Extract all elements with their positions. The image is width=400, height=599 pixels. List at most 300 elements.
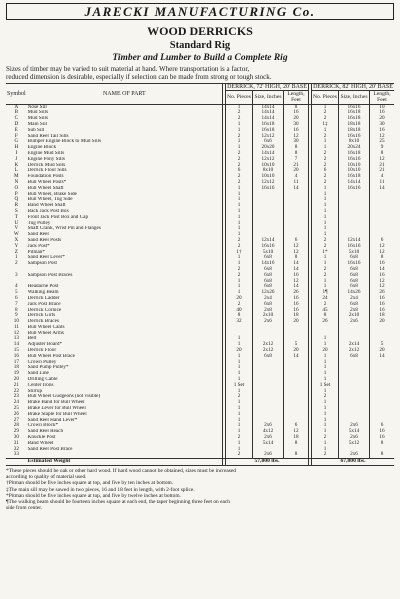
row-pieces-72: 1 bbox=[226, 145, 253, 151]
row-symbol: 17 bbox=[13, 358, 19, 365]
row-pieces-82: 1 bbox=[312, 255, 339, 261]
row-length-82: 12 bbox=[370, 244, 395, 250]
row-length-82: 25 bbox=[370, 139, 395, 145]
row-pieces-82: 1 bbox=[312, 197, 339, 203]
row-symbol: X bbox=[14, 236, 19, 243]
row-pieces-72: 2 bbox=[226, 244, 253, 250]
row-length-82: 12 bbox=[370, 284, 395, 290]
row-length-82: 20 bbox=[370, 116, 395, 122]
row-symbol: Y bbox=[14, 242, 19, 249]
row-part-name: Sampson Post Braces bbox=[27, 272, 73, 278]
row-symbol: 21 bbox=[13, 381, 19, 388]
row-size-72: 14x16 bbox=[253, 261, 284, 267]
row-pieces-72: 2 bbox=[226, 157, 253, 163]
row-pieces-72: 2 bbox=[226, 238, 253, 244]
row-size-72: 6x8 bbox=[253, 284, 284, 290]
row-pieces-72: 40 bbox=[226, 308, 253, 314]
row-pieces-72: 2 bbox=[226, 134, 253, 140]
row-size-72: 2x6 bbox=[253, 423, 284, 429]
row-pieces-82: 1 bbox=[312, 192, 339, 198]
row-length-82: 16 bbox=[370, 435, 395, 441]
company-banner: JARECKI MANUFACTURING Co. bbox=[6, 3, 394, 20]
row-pieces-72: 2 bbox=[226, 302, 253, 308]
row-size-82: 12x14 bbox=[339, 238, 370, 244]
row-length-72: 14 bbox=[284, 354, 309, 360]
row-size-82: 18x18 bbox=[339, 122, 370, 128]
row-pieces-72: 1 bbox=[226, 122, 253, 128]
row-symbol: B bbox=[14, 109, 19, 116]
row-pieces-72: 1 bbox=[226, 360, 253, 366]
table-group-header bbox=[6, 84, 394, 91]
row-pieces-82: 2 bbox=[312, 267, 339, 273]
row-symbol: U bbox=[14, 219, 19, 226]
row-pieces-82: 2 bbox=[312, 452, 339, 458]
row-size-72: 2x8 bbox=[253, 308, 284, 314]
row-symbol: 1 bbox=[15, 254, 18, 261]
row-symbol: 33 bbox=[6, 452, 27, 458]
footnote-line: †Pitman should be five inches square at top, and five by ten inches at bottom. bbox=[6, 480, 174, 487]
row-length-82: 20 bbox=[370, 319, 395, 325]
row-symbol: 20 bbox=[13, 376, 19, 383]
row-length-82: 26 bbox=[370, 290, 395, 296]
row-pieces-72: 1 bbox=[226, 336, 253, 342]
row-pieces-82: 1 bbox=[312, 186, 339, 192]
row-length-72: 16 bbox=[284, 296, 309, 302]
row-part-name: Derrick Cornice bbox=[27, 307, 62, 313]
row-pieces-72: 2 bbox=[226, 174, 253, 180]
row-part-name: Derrick Floor bbox=[27, 348, 57, 354]
row-pieces-82: 1 bbox=[312, 104, 339, 110]
row-size-82: 10x10 bbox=[339, 168, 370, 174]
row-pieces-72: 1 bbox=[226, 429, 253, 435]
row-pieces-82: 1 bbox=[312, 209, 339, 215]
row-size-72: 5x10 bbox=[253, 250, 284, 256]
row-size-72: 14x14 bbox=[253, 104, 284, 110]
row-length-72: 8 bbox=[284, 452, 309, 458]
row-part-name: Bull Wheel Cants bbox=[27, 324, 65, 330]
row-part-name: Sand Reel Post Brace bbox=[27, 446, 73, 452]
footnote-line: ‡The main sill may be sawed in two pieces, 16 and 18 feet in length, with 2-foot splice. bbox=[6, 486, 195, 493]
row-length-82: 12 bbox=[370, 134, 395, 140]
row-size-72: 6x8 bbox=[253, 267, 284, 273]
row-pieces-82: 2 bbox=[312, 163, 339, 169]
row-length-72: 7 bbox=[284, 157, 309, 163]
row-size-72: 14x14 bbox=[253, 110, 284, 116]
row-pieces-72: 1 bbox=[226, 412, 253, 418]
row-part-name: Brake Lever for Bull Wheel bbox=[27, 406, 86, 412]
row-part-name: Sub Sill bbox=[27, 127, 45, 133]
symbol-header: Symbol bbox=[6, 84, 27, 105]
row-pieces-72: 1 bbox=[226, 371, 253, 377]
row-symbol: 15 bbox=[13, 347, 19, 354]
row-symbol: Q bbox=[14, 196, 19, 203]
row-pieces-82: 1¶ bbox=[312, 290, 339, 296]
row-symbol: T bbox=[14, 213, 18, 220]
row-part-name: Jack Post Brace bbox=[27, 301, 61, 307]
row-pieces-72: 1 bbox=[226, 221, 253, 227]
row-length-82: 16 bbox=[370, 273, 395, 279]
pieces-header: No. Pieces bbox=[226, 91, 253, 104]
footnote-line: side from center. bbox=[6, 505, 43, 512]
footnote-line: according to quality of material used. bbox=[6, 474, 87, 481]
row-length-72: 4 bbox=[284, 174, 309, 180]
row-length-82: 14 bbox=[370, 186, 395, 192]
row-pieces-82: 2 bbox=[312, 394, 339, 400]
row-length-82: 8 bbox=[370, 255, 395, 261]
row-symbol: 29 bbox=[13, 428, 19, 435]
row-symbol: P bbox=[14, 190, 18, 197]
row-pieces-82: 1 bbox=[312, 139, 339, 145]
row-length-72: 12 bbox=[284, 134, 309, 140]
row-part-name: Sand Reel Hand Lever* bbox=[27, 417, 78, 423]
row-length-72: 16 bbox=[284, 308, 309, 314]
intro-line: Sizes of timber may be varied to suit material at hand. Where transportation is a factor, bbox=[6, 65, 250, 73]
row-part-name: Derrick Braces bbox=[27, 319, 59, 325]
row-pieces-82: 1 bbox=[312, 412, 339, 418]
row-pieces-72: 1 bbox=[226, 279, 253, 285]
row-length-82: 8 bbox=[370, 441, 395, 447]
row-pieces-72: 8 bbox=[226, 313, 253, 319]
page-subtitle: Standard Rig bbox=[169, 40, 231, 51]
row-part-name: Engine Mud Sills bbox=[27, 150, 64, 156]
row-size-72: 12x14 bbox=[253, 238, 284, 244]
length-header: Length, Feet bbox=[284, 91, 309, 104]
row-length-72: 14 bbox=[284, 284, 309, 290]
row-part-name: Nose Sill bbox=[27, 104, 47, 110]
row-symbol: 23 bbox=[13, 393, 19, 400]
row-part-name: Foundation Posts bbox=[27, 174, 64, 180]
row-size-82: 2x4 bbox=[339, 296, 370, 302]
weight-72: 57,000 lbs. bbox=[226, 459, 309, 466]
row-length-82: 16 bbox=[370, 302, 395, 308]
row-length-72: 30 bbox=[284, 139, 309, 145]
row-part-name: Crown Pulley bbox=[27, 359, 57, 365]
row-length-82: 16 bbox=[370, 261, 395, 267]
row-pieces-82: 1 bbox=[312, 284, 339, 290]
row-size-82: 18x18 bbox=[339, 128, 370, 134]
row-size-82: 6x8 bbox=[339, 354, 370, 360]
row-pieces-72: 1 bbox=[226, 423, 253, 429]
row-part-name: Walking Beam bbox=[27, 290, 59, 296]
row-pieces-82: 1 bbox=[312, 429, 339, 435]
row-pieces-82: 2 bbox=[312, 157, 339, 163]
row-pieces-82: 2 bbox=[312, 180, 339, 186]
row-pieces-82: 1 bbox=[312, 423, 339, 429]
row-part-name: Front Jack Post Box and Cap bbox=[27, 214, 89, 220]
row-length-72: 8 bbox=[284, 255, 309, 261]
row-size-72: 2x10 bbox=[253, 313, 284, 319]
row-symbol: E bbox=[14, 126, 18, 133]
row-length-82: 16 bbox=[370, 296, 395, 302]
row-pieces-82: 6 bbox=[312, 168, 339, 174]
row-size-72: 6x8 bbox=[253, 255, 284, 261]
row-pieces-72: 1 bbox=[226, 447, 253, 453]
row-pieces-72: 1 bbox=[226, 197, 253, 203]
row-symbol: 18 bbox=[13, 364, 19, 371]
row-part-name: Sand Reel Posts bbox=[27, 237, 62, 243]
derrick-72-header: DERRICK, 72' HIGH, 20' BASE bbox=[227, 84, 307, 90]
row-size-72: 14x14 bbox=[253, 151, 284, 157]
row-pieces-82: 1 bbox=[312, 336, 339, 342]
row-part-name: Bull Wheel, Tug Side bbox=[27, 197, 73, 203]
row-size-72: 5x14 bbox=[253, 441, 284, 447]
row-length-82: 18 bbox=[370, 313, 395, 319]
row-symbol: S bbox=[14, 207, 18, 214]
row-size-72: 8x10 bbox=[253, 168, 284, 174]
row-size-82: 6x8 bbox=[339, 267, 370, 273]
row-size-72: 2x12 bbox=[253, 348, 284, 354]
row-symbol: R bbox=[14, 202, 19, 209]
row-size-72: 2x6 bbox=[253, 435, 284, 441]
row-pieces-72: 1 bbox=[226, 389, 253, 395]
row-length-72: 18 bbox=[284, 435, 309, 441]
row-pieces-72: 1 bbox=[226, 342, 253, 348]
row-size-82: 6x8 bbox=[339, 302, 370, 308]
row-part-name: Mud Sills bbox=[27, 116, 48, 122]
row-size-82: 2x6 bbox=[339, 423, 370, 429]
row-pieces-82: 20 bbox=[312, 348, 339, 354]
row-length-72: 12 bbox=[284, 429, 309, 435]
row-length-82: 4 bbox=[370, 174, 395, 180]
row-pieces-72: 1 bbox=[226, 441, 253, 447]
row-symbol: 11 bbox=[13, 323, 19, 330]
row-part-name: Sand Reel Tail Sills bbox=[27, 133, 69, 139]
table-body bbox=[6, 104, 394, 459]
row-part-name: Main Sill bbox=[27, 122, 48, 127]
row-length-72: 16 bbox=[284, 128, 309, 134]
row-symbol: 5 bbox=[15, 289, 18, 296]
row-length-82: 8 bbox=[370, 151, 395, 157]
row-size-72: 16x18 bbox=[253, 122, 284, 128]
size-header: Size, Inches bbox=[339, 91, 370, 104]
row-symbol: D bbox=[14, 121, 19, 127]
row-length-72: 16 bbox=[284, 110, 309, 116]
row-size-72: 20x20 bbox=[253, 145, 284, 151]
row-size-72: 2x4 bbox=[253, 296, 284, 302]
row-symbol: G bbox=[14, 138, 19, 145]
row-length-72: 12 bbox=[284, 244, 309, 250]
row-length-72: 6 bbox=[284, 238, 309, 244]
row-part-name: Bull Wheel, Brake Side bbox=[27, 191, 77, 197]
row-part-name: Engine Pony Sills bbox=[27, 156, 65, 162]
row-symbol: 22 bbox=[13, 387, 19, 394]
row-pieces-82: 1 bbox=[312, 145, 339, 151]
row-size-72: 16x18 bbox=[253, 128, 284, 134]
row-length-82: 8 bbox=[370, 452, 395, 458]
row-pieces-72: 1† bbox=[226, 250, 253, 256]
row-size-82: 2x6 bbox=[339, 452, 370, 458]
row-size-72: 12x12 bbox=[253, 180, 284, 186]
row-part-name: Drilling Cable bbox=[27, 377, 58, 383]
row-length-82: 30 bbox=[370, 122, 395, 128]
row-pieces-72: 1 bbox=[226, 365, 253, 371]
row-symbol: 8 bbox=[15, 306, 18, 313]
row-pieces-82: 2 bbox=[312, 110, 339, 116]
pieces-header: No. Pieces bbox=[312, 91, 339, 104]
row-pieces-72: 1 bbox=[226, 261, 253, 267]
row-symbol: 28 bbox=[13, 422, 19, 429]
row-symbol: 26 bbox=[13, 410, 19, 417]
row-part-name: Derrick Mud Sills bbox=[27, 162, 66, 168]
part-header: NAME OF PART bbox=[27, 84, 223, 105]
row-size-82: 2x6 bbox=[339, 319, 370, 325]
row-symbol: 24 bbox=[13, 399, 19, 406]
row-size-82: 16x16 bbox=[339, 104, 370, 110]
row-pieces-82: 1 bbox=[312, 418, 339, 424]
row-part-name: Crown Block* bbox=[27, 423, 59, 429]
row-symbol: O bbox=[14, 184, 19, 191]
row-part-name: Bull Wheel Gudgeons (not visible) bbox=[27, 394, 101, 400]
row-size-82: 16x18 bbox=[339, 151, 370, 157]
row-length-82: 21 bbox=[370, 163, 395, 169]
row-part-name: Knuckle Post bbox=[27, 435, 56, 441]
row-symbol: 13 bbox=[13, 335, 19, 342]
row-pieces-82: 2 bbox=[312, 244, 339, 250]
row-size-72: 6x8 bbox=[253, 302, 284, 308]
row-pieces-82: 1 bbox=[312, 447, 339, 453]
row-length-72: 20 bbox=[284, 168, 309, 174]
row-length-72: 16 bbox=[284, 302, 309, 308]
row-size-72: 12x12 bbox=[253, 157, 284, 163]
row-pieces-82: 2 bbox=[312, 151, 339, 157]
row-size-82: 5x10 bbox=[339, 250, 370, 256]
row-size-82: 2x12 bbox=[339, 348, 370, 354]
row-symbol: C bbox=[14, 115, 19, 122]
row-pieces-72: 1 bbox=[226, 192, 253, 198]
weight-row bbox=[6, 459, 394, 466]
row-size-72: 2x6 bbox=[253, 452, 284, 458]
footnote-line: ¶The walking beam should be fourteen inches square at each end, the taper beginning three feet on each bbox=[6, 499, 230, 506]
row-part-name: Derrick Floor Sills bbox=[27, 168, 67, 174]
row-symbol: 31 bbox=[13, 439, 19, 446]
row-size-82: 2x10 bbox=[339, 313, 370, 319]
derrick-82-header: DERRICK, 82' HIGH, 20' BASE bbox=[313, 84, 393, 90]
row-symbol: W bbox=[13, 231, 19, 238]
row-part-name: Sand Reel Reach bbox=[27, 429, 64, 435]
intro-paragraph bbox=[6, 65, 394, 81]
row-pieces-82: 1 bbox=[312, 261, 339, 267]
row-length-82: 14 bbox=[370, 354, 395, 360]
row-pieces-82: 2 bbox=[312, 174, 339, 180]
weight-label: Estimated Weight bbox=[27, 459, 223, 466]
document-page bbox=[6, 3, 394, 593]
row-pieces-72: 1 bbox=[226, 284, 253, 290]
row-length-82: 16 bbox=[370, 110, 395, 116]
row-symbol: M bbox=[14, 173, 19, 180]
row-size-82: 6x8 bbox=[339, 255, 370, 261]
row-length-72: 11 bbox=[284, 180, 309, 186]
row-part-name: Bull Wheel Post Brace bbox=[27, 353, 75, 359]
row-pieces-82: 1 bbox=[312, 232, 339, 238]
row-symbol: N bbox=[14, 178, 19, 185]
row-pieces-72: 2 bbox=[226, 180, 253, 186]
row-pieces-82: 1 bbox=[312, 371, 339, 377]
row-pieces-72: 1 bbox=[226, 354, 253, 360]
row-symbol: V bbox=[14, 225, 19, 232]
row-pieces-82: 24 bbox=[312, 296, 339, 302]
row-pieces-72: 2 bbox=[226, 163, 253, 169]
row-part-name: Mud Sills bbox=[27, 110, 48, 116]
row-part-name: Engine Block bbox=[27, 145, 57, 151]
row-part-name: Band Wheel Shaft bbox=[27, 203, 66, 209]
row-part-name: Brake Band for Bull Wheel bbox=[27, 400, 85, 406]
row-length-72: 21 bbox=[284, 163, 309, 169]
row-pieces-72: 6 bbox=[226, 168, 253, 174]
row-pieces-72: 2 bbox=[226, 435, 253, 441]
row-symbol: F bbox=[14, 132, 18, 139]
row-part-name: Jack Post* bbox=[27, 243, 50, 249]
row-size-82: 2x6 bbox=[339, 435, 370, 441]
row-symbol: I bbox=[15, 149, 18, 156]
intro-line: reduced dimension is desirable, especially if selection can be made from strong or tough stock. bbox=[6, 73, 272, 81]
weight-82: 67,000 lbs. bbox=[312, 459, 395, 466]
row-pieces-72: 20 bbox=[226, 348, 253, 354]
footnote-line: *Pitman should be five inches square at top, and five by twelve inches at bottom. bbox=[6, 492, 181, 499]
row-length-82: 14 bbox=[370, 267, 395, 273]
row-length-82: 10 bbox=[370, 104, 395, 110]
row-size-82: 16x16 bbox=[339, 134, 370, 140]
row-pieces-82: 1 bbox=[312, 400, 339, 406]
row-size-82: 16x18 bbox=[339, 174, 370, 180]
row-length-72: 12 bbox=[284, 250, 309, 256]
row-part-name: Sand Pump Pulley* bbox=[27, 365, 69, 371]
row-symbol: J bbox=[15, 155, 18, 162]
row-length-82: 16 bbox=[370, 308, 395, 314]
row-pieces-82: 1 bbox=[312, 342, 339, 348]
row-pieces-82: 1 bbox=[312, 226, 339, 232]
row-symbol: 16 bbox=[13, 352, 19, 359]
row-symbol: K bbox=[14, 161, 19, 168]
row-pieces-72: 1 bbox=[226, 406, 253, 412]
row-length-72: 8 bbox=[284, 104, 309, 110]
row-length-72: 8 bbox=[284, 145, 309, 151]
row-size-82: 2x14 bbox=[339, 342, 370, 348]
row-pieces-72: 1 bbox=[226, 418, 253, 424]
row-part-name: Shaft Crank, Wrist Pin and Flanges bbox=[27, 226, 101, 232]
row-pieces-72: 2 bbox=[226, 116, 253, 122]
row-length-72: 20 bbox=[284, 116, 309, 122]
row-size-82: 16x16 bbox=[339, 244, 370, 250]
row-pieces-72: 1 bbox=[226, 226, 253, 232]
row-size-82: 6x8 bbox=[339, 273, 370, 279]
row-part-name: Sand Reel Lever* bbox=[27, 255, 65, 261]
row-symbol: 7 bbox=[15, 300, 18, 307]
size-header: Size, Inches bbox=[253, 91, 284, 104]
row-part-name: Adjuster Board* bbox=[27, 342, 63, 348]
row-size-72: 16x16 bbox=[253, 186, 284, 192]
row-symbol: H bbox=[14, 144, 19, 151]
row-pieces-82: 1 bbox=[312, 389, 339, 395]
section-heading: Timber and Lumber to Build a Complete Rig bbox=[112, 53, 288, 63]
row-part-name: Tug Pulley bbox=[27, 220, 51, 226]
row-pieces-82: 2 bbox=[312, 435, 339, 441]
row-pieces-82: 1 Set bbox=[312, 383, 339, 389]
row-size-82: 20x24 bbox=[339, 145, 370, 151]
row-size-72: 10x10 bbox=[253, 174, 284, 180]
row-part-name: Center Irons bbox=[27, 382, 54, 388]
row-pieces-82: 1 bbox=[312, 128, 339, 134]
row-size-82: 2x8 bbox=[339, 308, 370, 314]
row-size-72: 6x6 bbox=[253, 139, 284, 145]
row-symbol: 4 bbox=[15, 283, 18, 290]
row-length-72: 20 bbox=[284, 348, 309, 354]
row-pieces-82: 1 bbox=[312, 215, 339, 221]
page-title: WOOD DERRICKS bbox=[147, 24, 253, 38]
row-size-82: 8x10 bbox=[339, 139, 370, 145]
row-pieces-82: 45 bbox=[312, 308, 339, 314]
row-length-82: 5 bbox=[370, 342, 395, 348]
row-pieces-72: 1 bbox=[226, 139, 253, 145]
